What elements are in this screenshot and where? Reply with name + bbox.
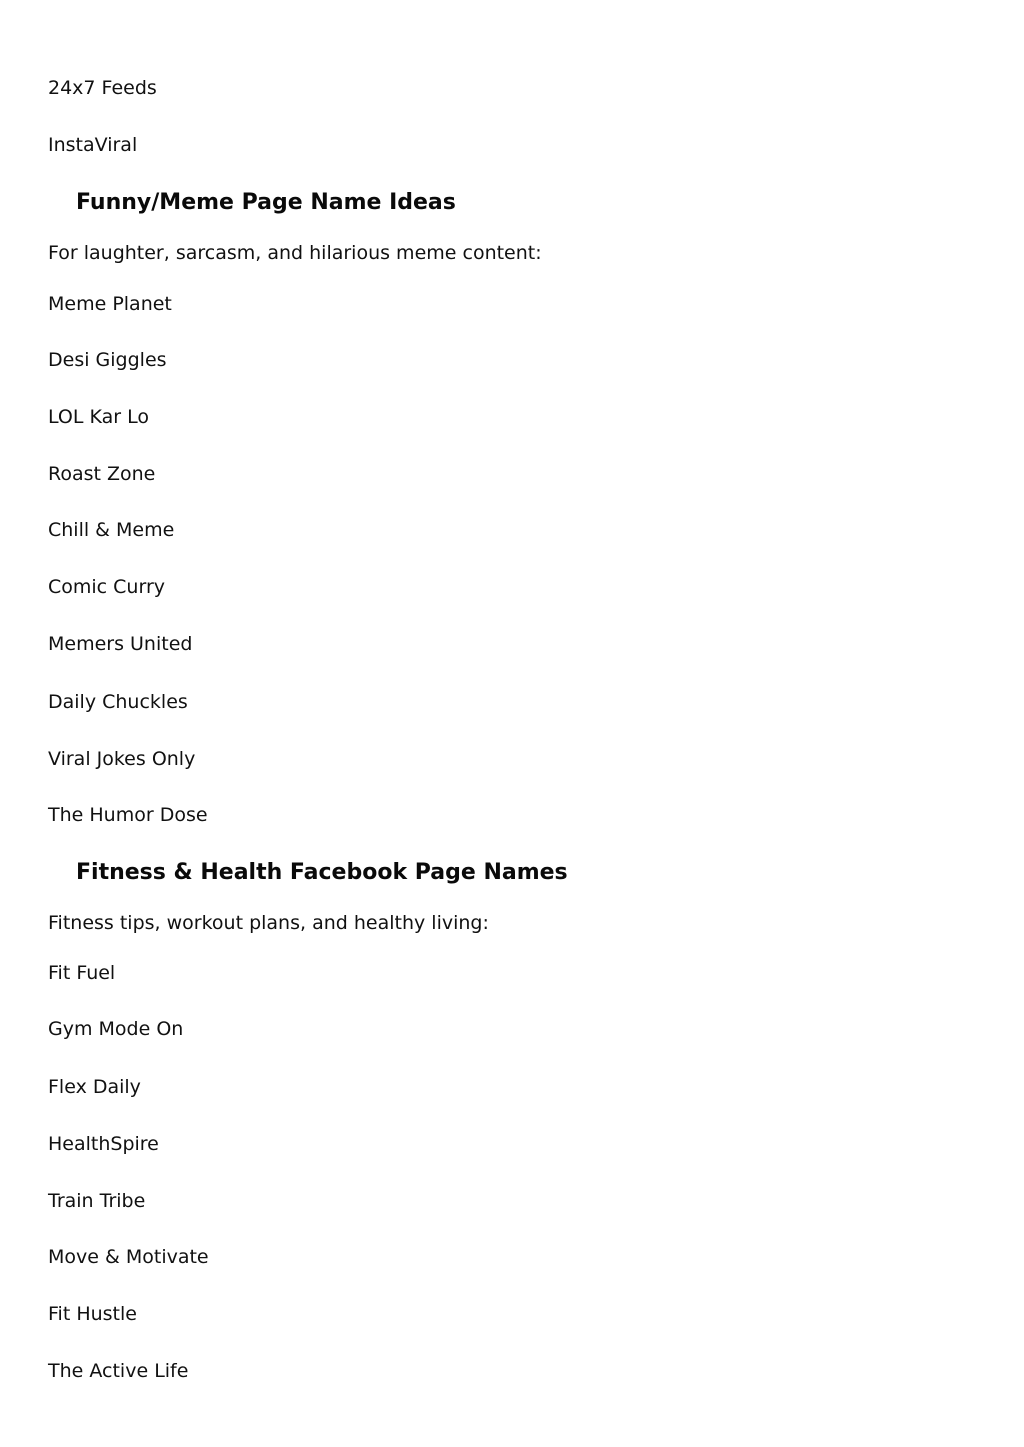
list-item: Comic Curry (48, 576, 166, 598)
section-heading-fitness: Fitness & Health Facebook Page Names (76, 860, 568, 885)
list-item: Meme Planet (48, 293, 172, 315)
list-item: 24x7 Feeds (48, 77, 157, 99)
list-item: Gym Mode On (48, 1018, 184, 1040)
list-item: Chill & Meme (48, 519, 175, 541)
list-item: Fit Hustle (48, 1303, 137, 1325)
list-item: LOL Kar Lo (48, 406, 149, 428)
section-intro-fitness: Fitness tips, workout plans, and healthy living: (48, 912, 489, 934)
list-item: Memers United (48, 633, 193, 655)
list-item: The Humor Dose (48, 804, 208, 826)
list-item: Flex Daily (48, 1076, 141, 1098)
list-item: Roast Zone (48, 463, 156, 485)
list-item: Fit Fuel (48, 962, 116, 984)
section-intro-funny: For laughter, sarcasm, and hilarious meme content: (48, 242, 542, 264)
list-item: InstaViral (48, 134, 138, 156)
list-item: Daily Chuckles (48, 691, 188, 713)
section-heading-funny: Funny/Meme Page Name Ideas (76, 190, 456, 215)
list-item: Move & Motivate (48, 1246, 209, 1268)
list-item: Train Tribe (48, 1190, 146, 1212)
list-item: HealthSpire (48, 1133, 159, 1155)
list-item: Viral Jokes Only (48, 748, 196, 770)
list-item: The Active Life (48, 1360, 189, 1382)
list-item: Desi Giggles (48, 349, 167, 371)
